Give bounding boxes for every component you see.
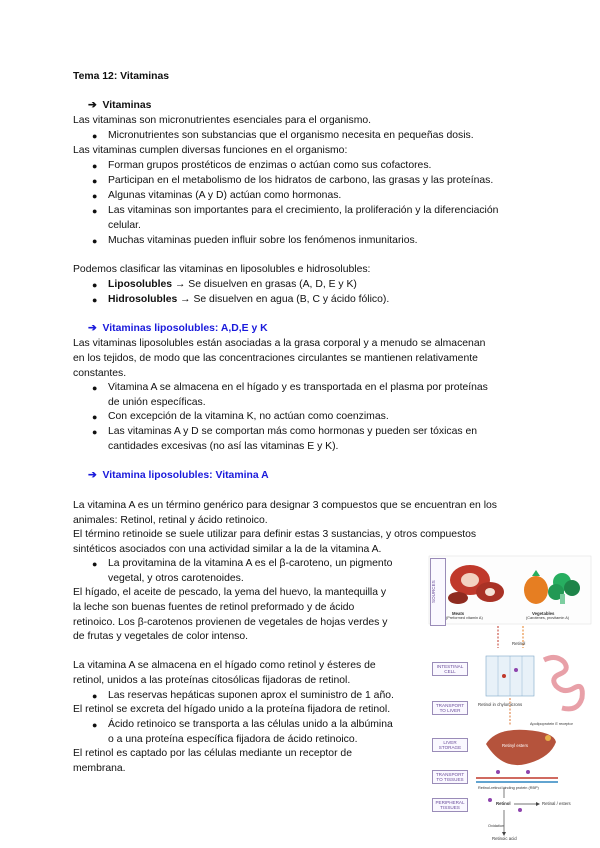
paragraph: retinol, unidos a las proteínas citosólicas fijadoras de retinol. <box>73 675 351 686</box>
paragraph: El retinol es captado por las células mediante un receptor de <box>73 748 352 759</box>
list-item: Las reservas hepáticas suponen aprox el suministro de 1 año. <box>108 690 394 701</box>
section-heading-vitamina-a: ➔ Vitamina liposolubles: Vitamina A <box>88 470 269 481</box>
label-retinol-top: Retinol <box>512 641 526 646</box>
paragraph: El término retinoide se suele utilizar para definir estas 3 sustancias, y otros compuestos <box>73 529 477 540</box>
label-rbp: Retinol-retinol binding protein (RBP) <box>478 786 539 790</box>
bullet-icon: ● <box>92 427 98 437</box>
label-chylomicrons: Retinol in chylomicrons <box>478 702 523 707</box>
arrow-icon: ➔ <box>88 323 97 334</box>
paragraph: de frutas y vegetales de color intenso. <box>73 631 249 642</box>
bullet-icon: ● <box>92 412 98 422</box>
label-meats: Meats <box>452 611 465 616</box>
label-apolipoprotein: Apolipoprotein E receptor <box>530 722 573 726</box>
term-definition: → Se disuelven en grasas (A, D, E y K) <box>172 279 357 290</box>
list-item-continuation: de unión específicas. <box>108 397 206 408</box>
bullet-icon: ● <box>92 280 98 290</box>
paragraph: El retinol se excreta del hígado unido a la proteína fijadora de retinol. <box>73 704 391 715</box>
label-vegetables: Vegetables <box>532 611 555 616</box>
paragraph: sintéticos asociados con una actividad similar a la de la vitamina A. <box>73 544 382 555</box>
bullet-icon: ● <box>92 206 98 216</box>
label-intestinal-cell: INTESTINAL CELL <box>432 662 468 676</box>
bullet-icon: ● <box>92 176 98 186</box>
bullet-icon: ● <box>92 131 98 141</box>
label-retinal: Retinal / esters <box>542 801 571 806</box>
list-item: Algunas vitaminas (A y D) actúan como hormonas. <box>108 190 342 201</box>
paragraph: La vitamina A es un término genérico para designar 3 compuestos que se encuentran en los <box>73 500 497 511</box>
list-item: Micronutrientes son substancias que el organismo necesita en pequeñas dosis. <box>108 130 474 141</box>
label-vegetables-sub: (Carotenes, provitamin A) <box>526 616 570 620</box>
paragraph: retinoico. Los β-carotenos provienen de vegetales de hojas verdes y <box>73 617 388 628</box>
label-liver-storage: LIVER STORAGE <box>432 738 468 752</box>
section-heading-liposolubles: ➔ Vitaminas liposolubles: A,D,E y K <box>88 323 268 334</box>
bullet-icon: ● <box>92 720 98 730</box>
vitamin-a-metabolism-figure <box>428 548 592 844</box>
label-retinyl-esters: Retinyl esters <box>502 743 529 748</box>
label-transport-liver: TRANSPORT TO LIVER <box>432 701 468 715</box>
paragraph: Podemos clasificar las vitaminas en liposolubles e hidrosolubles: <box>73 264 371 275</box>
term-liposolubles: Liposolubles <box>108 279 173 290</box>
list-item: Las vitaminas son importantes para el crecimiento, la proliferación y la diferenciación <box>108 205 499 216</box>
term-definition: → Se disuelven en agua (B, C y ácido fólico). <box>177 294 390 305</box>
list-item: Con excepción de la vitamina K, no actúan como coenzimas. <box>108 411 389 422</box>
paragraph: Las vitaminas liposolubles están asociadas a la grasa corporal y a menudo se almacenan <box>73 338 486 349</box>
paragraph: la leche son buenas fuentes de retinol preformado y de ácido <box>73 602 355 613</box>
bullet-icon: ● <box>92 691 98 701</box>
label-retinoic-acid: Retinoic acid <box>492 836 517 841</box>
paragraph: La vitamina A se almacena en el hígado como retinol y ésteres de <box>73 660 376 671</box>
term-hidrosolubles: Hidrosolubles <box>108 294 178 305</box>
arrow-icon: ➔ <box>88 100 97 111</box>
list-item: La provitamina de la vitamina A es el β-caroteno, un pigmento <box>108 558 393 569</box>
list-item: Forman grupos prostéticos de enzimas o actúan como sus cofactores. <box>108 160 432 171</box>
paragraph: animales: Retinol, retinal y ácido retinoico. <box>73 515 268 526</box>
bullet-icon: ● <box>92 559 98 569</box>
paragraph: en los tejidos, de modo que las concentraciones circulantes se mantienen relativamente <box>73 353 478 364</box>
list-item: Participan en el metabolismo de los hidratos de carbono, las grasas y las proteínas. <box>108 175 494 186</box>
list-item-continuation: o a una proteína específica fijadora de ácido retinoico. <box>108 734 358 745</box>
list-item-continuation: vegetal, y otros carotenoides. <box>108 573 244 584</box>
paragraph: El hígado, el aceite de pescado, la yema del huevo, la mantequilla y <box>73 587 387 598</box>
list-item-continuation: celular. <box>108 220 141 231</box>
list-item: Muchas vitaminas pueden influir sobre los fenómenos inmunitarios. <box>108 235 418 246</box>
paragraph: constantes. <box>73 368 127 379</box>
list-item: Vitamina A se almacena en el hígado y es transportada en el plasma por proteínas <box>108 382 488 393</box>
bullet-icon: ● <box>92 236 98 246</box>
page-title: Tema 12: Vitaminas <box>73 71 170 82</box>
paragraph: membrana. <box>73 763 126 774</box>
label-sources: SOURCES <box>430 558 446 626</box>
list-item <box>108 293 389 308</box>
list-item-continuation: cantidades excesivas (no así las vitaminas E y K). <box>108 441 339 452</box>
bullet-icon: ● <box>92 383 98 393</box>
label-retinol-bottom: Retinol <box>496 801 511 806</box>
bullet-icon: ● <box>92 161 98 171</box>
paragraph: Las vitaminas cumplen diversas funciones en el organismo: <box>73 145 348 156</box>
label-transport-tissues: TRANSPORT TO TISSUES <box>432 770 468 784</box>
paragraph: Las vitaminas son micronutrientes esenciales para el organismo. <box>73 115 372 126</box>
list-item: Ácido retinoico se transporta a las células unido a la albúmina <box>108 719 393 730</box>
list-item: Las vitaminas A y D se comportan más como hormonas y pueden ser tóxicas en <box>108 426 478 437</box>
arrow-icon: ➔ <box>88 470 97 481</box>
label-meats-sub: (Preformed vitamin A) <box>446 616 483 620</box>
list-item <box>108 278 357 293</box>
label-peripheral-tissues: PERIPHERAL TISSUES <box>432 798 468 812</box>
bullet-icon: ● <box>92 295 98 305</box>
section-heading-vitaminas: ➔ Vitaminas <box>88 100 152 111</box>
label-oxidation: Oxidation <box>488 824 505 828</box>
bullet-icon: ● <box>92 191 98 201</box>
